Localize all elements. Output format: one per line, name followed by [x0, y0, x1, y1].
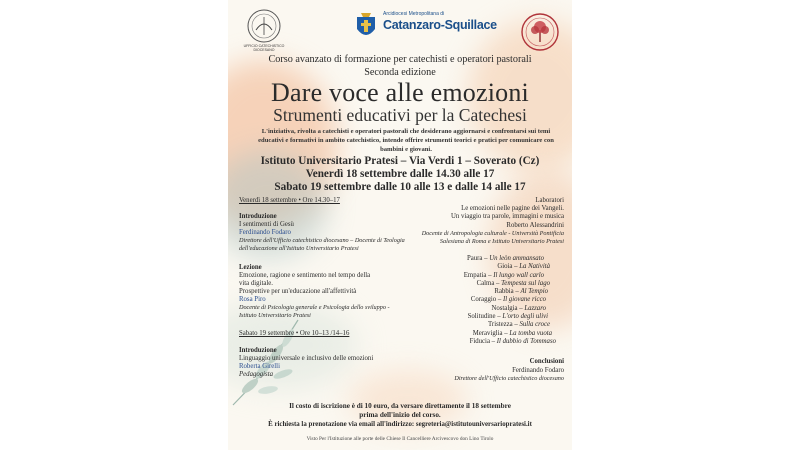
emotion-story: Un leòn ammansato	[489, 255, 544, 262]
emotion-row	[404, 272, 564, 280]
archdiocese-logo	[353, 9, 497, 43]
emotion-name: Meraviglia –	[472, 329, 510, 337]
emotion-name: Gioia –	[497, 263, 520, 271]
emotion-row	[404, 255, 564, 263]
coat-of-arms-icon	[353, 9, 379, 43]
catechetical-office-logo	[242, 8, 286, 54]
intro-speaker: Ferdinando Fodaro	[239, 229, 291, 236]
emotion-story: Lazzaro	[524, 304, 546, 312]
workshop-line-1: Le emozioni nelle pagine dei Vangeli.	[461, 205, 564, 212]
conclusions-speaker-role: Direttore dell'Ufficio catechistico diocesano	[454, 375, 564, 382]
emotion-name: Coraggio –	[470, 296, 503, 304]
emotion-row	[404, 288, 564, 296]
lesson-speaker: Rosa Piro	[239, 296, 266, 303]
emotion-name: Fiducia –	[469, 337, 497, 345]
logo-caption: UFFICIO CATECHISTICO DIOCESANO	[243, 44, 285, 52]
emotion-story: Il lungo wall carlo	[493, 271, 544, 279]
workshop-speaker-role-2: Salesiana di Roma e Istituto Universitario Pratesi	[439, 238, 564, 245]
lesson-speaker-role: Docente di Psicologia generale e Psicologia dello sviluppo - Istituto Universitario Pratesi	[239, 304, 390, 320]
emotion-name: Empatia –	[463, 271, 494, 279]
emotion-story: La Natività	[519, 263, 550, 271]
workshop-speaker: Roberto Alessandrini	[506, 222, 564, 229]
workshop-speaker-role-1: Docente di Antropologia culturale - Università Pontificia	[421, 230, 564, 237]
emotion-story: Tempesta sul lago	[501, 279, 550, 287]
emotion-story: Sulla croce	[519, 321, 550, 329]
emotion-row	[404, 313, 564, 321]
course-description: Corso avanzato di formazione per catechisti e operatori pastorali	[268, 54, 532, 65]
emotion-story: Il dubbio di Tommaso	[496, 337, 556, 345]
conclusions-heading: Conclusioni	[529, 358, 564, 365]
lesson-heading: Lezione	[239, 264, 262, 271]
lesson-topic: Emozione, ragione e sentimento nel tempo della vita digitale.	[239, 272, 371, 288]
poster-subtitle: Strumenti educativi per la Catechesi	[273, 105, 527, 125]
emotion-row	[404, 330, 564, 338]
seal-icon	[242, 8, 286, 44]
archdiocese-title: Arcidiocesi Metropolitana di	[383, 11, 445, 17]
intro2-heading: Introduzione	[239, 347, 277, 354]
intro-topic: I sentimenti di Gesù	[239, 221, 294, 228]
emotion-row	[404, 338, 564, 346]
intro-heading: Introduzione	[239, 213, 277, 220]
date-line-saturday: Sabato 19 settembre dalle 10 alle 13 e dalle 14 alle 17	[274, 181, 526, 193]
poster-title: Dare voce alle emozioni	[271, 78, 529, 107]
emotion-name: Paura –	[466, 255, 490, 262]
intro-paragraph: L'iniziativa, rivolta a catechisti e operatori pastorali che desiderano aggiornarsi e confrontarsi sui temi educativi e formativi in ambito catechistico, intende offrire strumenti teorici e pratici per comunicare con bambini e giovani.	[258, 128, 554, 153]
emotion-name: Calma –	[476, 279, 502, 287]
emotions-list	[404, 255, 564, 346]
day1-heading: Venerdì 18 settembre • Ore 14.30–17	[239, 197, 340, 204]
intro-speaker-role: Direttore dell'Ufficio catechistico diocesano – Docente di Teologia dell'educazione all'Istituto Universitario Pratesi	[239, 237, 405, 253]
fee-line-2: prima dell'inizio del corso.	[359, 411, 441, 419]
lesson-topic-2: Prospettive per un'educazione all'affettività	[239, 288, 357, 295]
emotion-name: Tristezza –	[488, 321, 520, 329]
venue-line: Istituto Universitario Pratesi – Via Verdi 1 – Soverato (Cz)	[260, 155, 540, 167]
intro2-speaker: Roberta Girelli	[239, 363, 280, 370]
emotion-row	[404, 296, 564, 304]
fee-line: Il costo di iscrizione è di 10 euro, da versare direttamente il 18 settembre	[289, 402, 511, 410]
emotion-story: Al Tempio	[520, 288, 548, 296]
emotion-story: L'orto degli ulivi	[502, 313, 548, 321]
emotion-row	[404, 263, 564, 271]
day2-heading: Sabato 19 settembre • Ore 10–13 /14–16	[239, 330, 350, 337]
institute-logo	[520, 12, 560, 52]
emotion-story: Il giovane ricco	[502, 296, 546, 304]
emotion-row	[404, 280, 564, 288]
tree-seal-icon	[520, 12, 560, 52]
emotion-story: La tomba vuota	[509, 329, 552, 337]
date-line-friday: Venerdì 18 settembre dalle 14.30 alle 17	[305, 168, 495, 180]
intro2-topic: Linguaggio universale e inclusivo delle emozioni	[239, 355, 374, 362]
emotion-name: Nostalgia –	[491, 304, 525, 312]
conclusions-speaker: Ferdinando Fodaro	[512, 367, 564, 374]
workshop-heading: Laboratori	[535, 197, 564, 204]
emotion-row	[404, 305, 564, 313]
workshop-line-2: Un viaggio tra parole, immagini e musica	[450, 213, 564, 220]
edition-label: Seconda edizione	[364, 67, 436, 78]
intro2-speaker-role: Pedagogista	[239, 371, 273, 378]
emotion-name: Rabbia –	[494, 288, 521, 296]
emotion-name: Solitudine –	[467, 313, 503, 321]
booking-line: È richiesta la prenotazione via email all'indirizzo: segreteria@istitutouniversariopratesi.it	[268, 421, 532, 428]
credits-line: Visto Per l'Istituzione alle porte delle Chiese Il Cancelliere Arcivescovo don Lino Tirolo	[306, 436, 494, 442]
event-poster	[228, 0, 572, 450]
emotion-row	[404, 321, 564, 329]
archdiocese-name: Catanzaro-Squillace	[383, 18, 497, 32]
